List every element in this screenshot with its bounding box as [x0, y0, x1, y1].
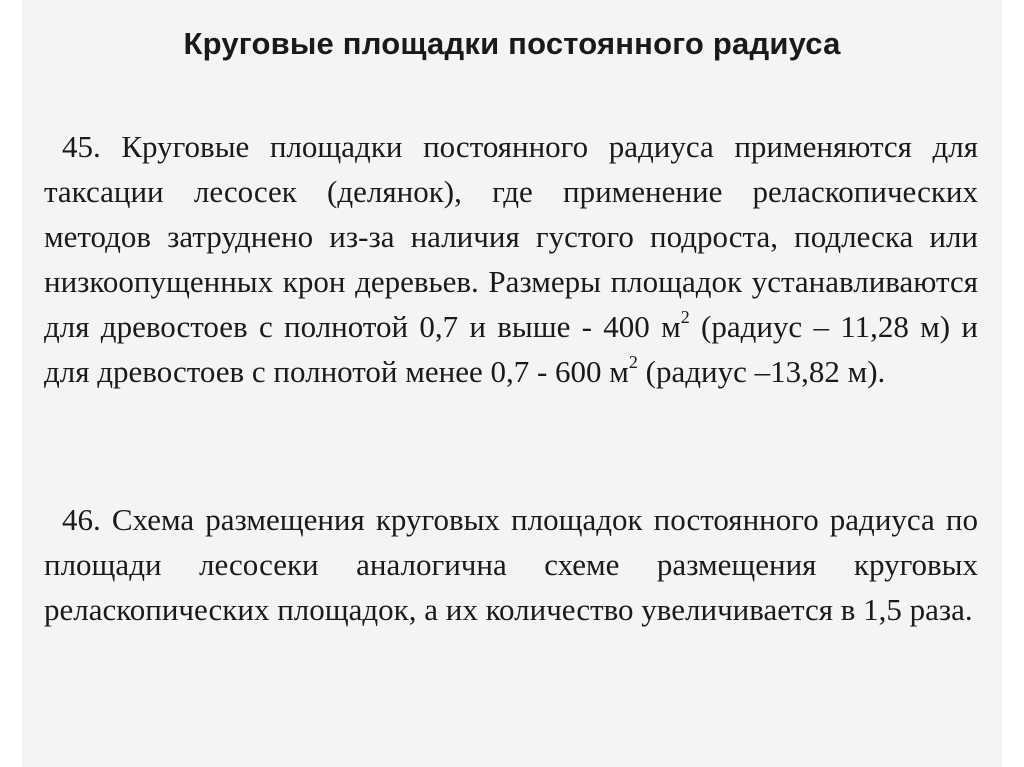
paragraph-46-number: 46. [62, 502, 101, 537]
slide [22, 0, 1002, 767]
paragraph-46 [44, 497, 978, 632]
superscript-squared-1: 2 [680, 306, 690, 327]
paragraph-45-text-part1: Круговые площадки постоянного радиуса применяются для таксации лесосек (делянок), где применение реласкопических методов затруднено из-за наличия густого подроста, подлеска или низкоопущенных крон деревьев. Размеры площадок устанавливаются для древостоев с полнотой 0,7 и выше - 400 м [44, 129, 979, 344]
paragraph-45-number: 45. [62, 129, 101, 164]
slide-title: Круговые площадки постоянного радиуса [183, 26, 841, 61]
paragraph-46-body: Схема размещения круговых площадок постоянного радиуса по площади лесосеки аналогична схеме размещения круговых реласкопических площадок, а их количество увеличивается в 1,5 раза. [44, 502, 978, 627]
paragraph-45 [44, 124, 978, 394]
superscript-squared-2: 2 [628, 351, 638, 372]
paragraph-45-text-part3: (радиус –13,82 м). [637, 354, 886, 389]
paragraph-46-text [44, 497, 978, 632]
paragraph-45-text [44, 124, 978, 394]
paragraph-45-text-part2: (радиус – 11,28 м) и для древостоев с полнотой менее 0,7 - 600 м [44, 309, 978, 389]
